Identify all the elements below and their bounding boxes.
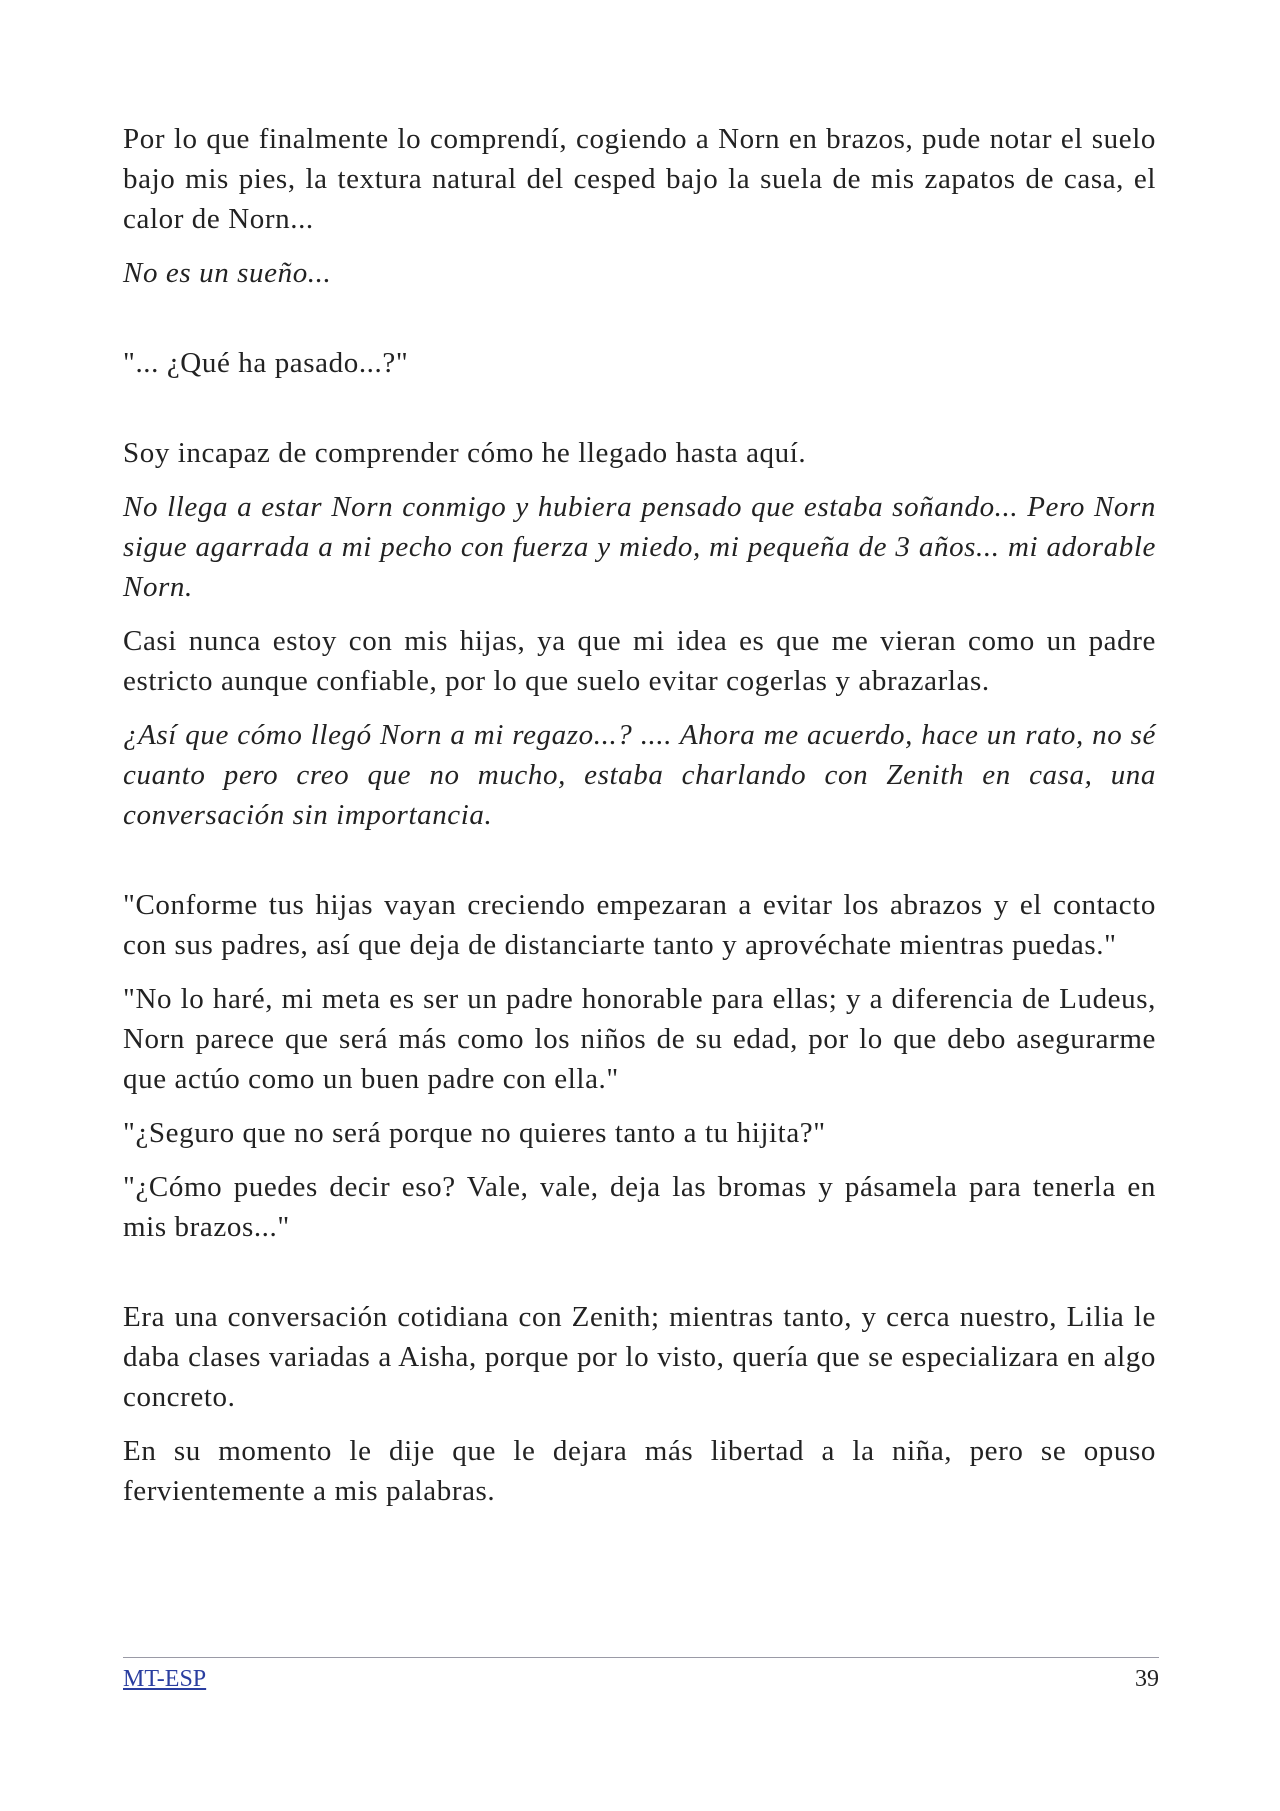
italic-paragraph: No es un sueño... — [123, 257, 332, 289]
italic-paragraph: ¿Así que cómo llegó Norn a mi regazo...? .... Ahora me acuerdo, hace un rato, no sé cuanto pero creo que no mucho, estaba charlando con Zenith en casa, una conversación sin importancia. — [123, 719, 1156, 831]
dialogue-paragraph: "No lo haré, mi meta es ser un padre honorable para ellas; y a diferencia de Ludeus, Norn parece que será más como los niños de su edad, por lo que debo asegurarme que actúo como un buen padre con ella." — [123, 983, 1156, 1095]
paragraph: Casi nunca estoy con mis hijas, ya que mi idea es que me vieran como un padre estricto aunque confiable, por lo que suelo evitar cogerlas y abrazarlas. — [123, 625, 1156, 697]
dialogue-paragraph: "Conforme tus hijas vayan creciendo empezaran a evitar los abrazos y el contacto con sus padres, así que deja de distanciarte tanto y aprovéchate mientras puedas." — [123, 889, 1156, 961]
dialogue-paragraph: "¿Seguro que no será porque no quieres tanto a tu hijita?" — [123, 1117, 826, 1149]
footer-brand-link[interactable]: MT-ESP — [123, 1666, 207, 1692]
page-footer — [123, 1657, 1159, 1694]
italic-paragraph: No llega a estar Norn conmigo y hubiera pensado que estaba soñando... Pero Norn sigue agarrada a mi pecho con fuerza y miedo, mi pequeña de 3 años... mi adorable Norn. — [123, 491, 1156, 603]
paragraph: Era una conversación cotidiana con Zenith; mientras tanto, y cerca nuestro, Lilia le daba clases variadas a Aisha, porque por lo visto, quería que se especializara en algo concreto. — [123, 1301, 1156, 1413]
paragraph: En su momento le dije que le dejara más libertad a la niña, pero se opuso fervientemente a mis palabras. — [123, 1435, 1156, 1507]
dialogue-paragraph: "... ¿Qué ha pasado...?" — [123, 347, 409, 379]
page-body — [123, 119, 1156, 1525]
paragraph: Por lo que finalmente lo comprendí, cogiendo a Norn en brazos, pude notar el suelo bajo mis pies, la textura natural del cesped bajo la suela de mis zapatos de casa, el calor de Norn... — [123, 123, 1156, 235]
page-number: 39 — [1135, 1666, 1159, 1692]
dialogue-paragraph: "¿Cómo puedes decir eso? Vale, vale, deja las bromas y pásamela para tenerla en mis brazos..." — [123, 1171, 1156, 1243]
paragraph: Soy incapaz de comprender cómo he llegado hasta aquí. — [123, 437, 807, 469]
